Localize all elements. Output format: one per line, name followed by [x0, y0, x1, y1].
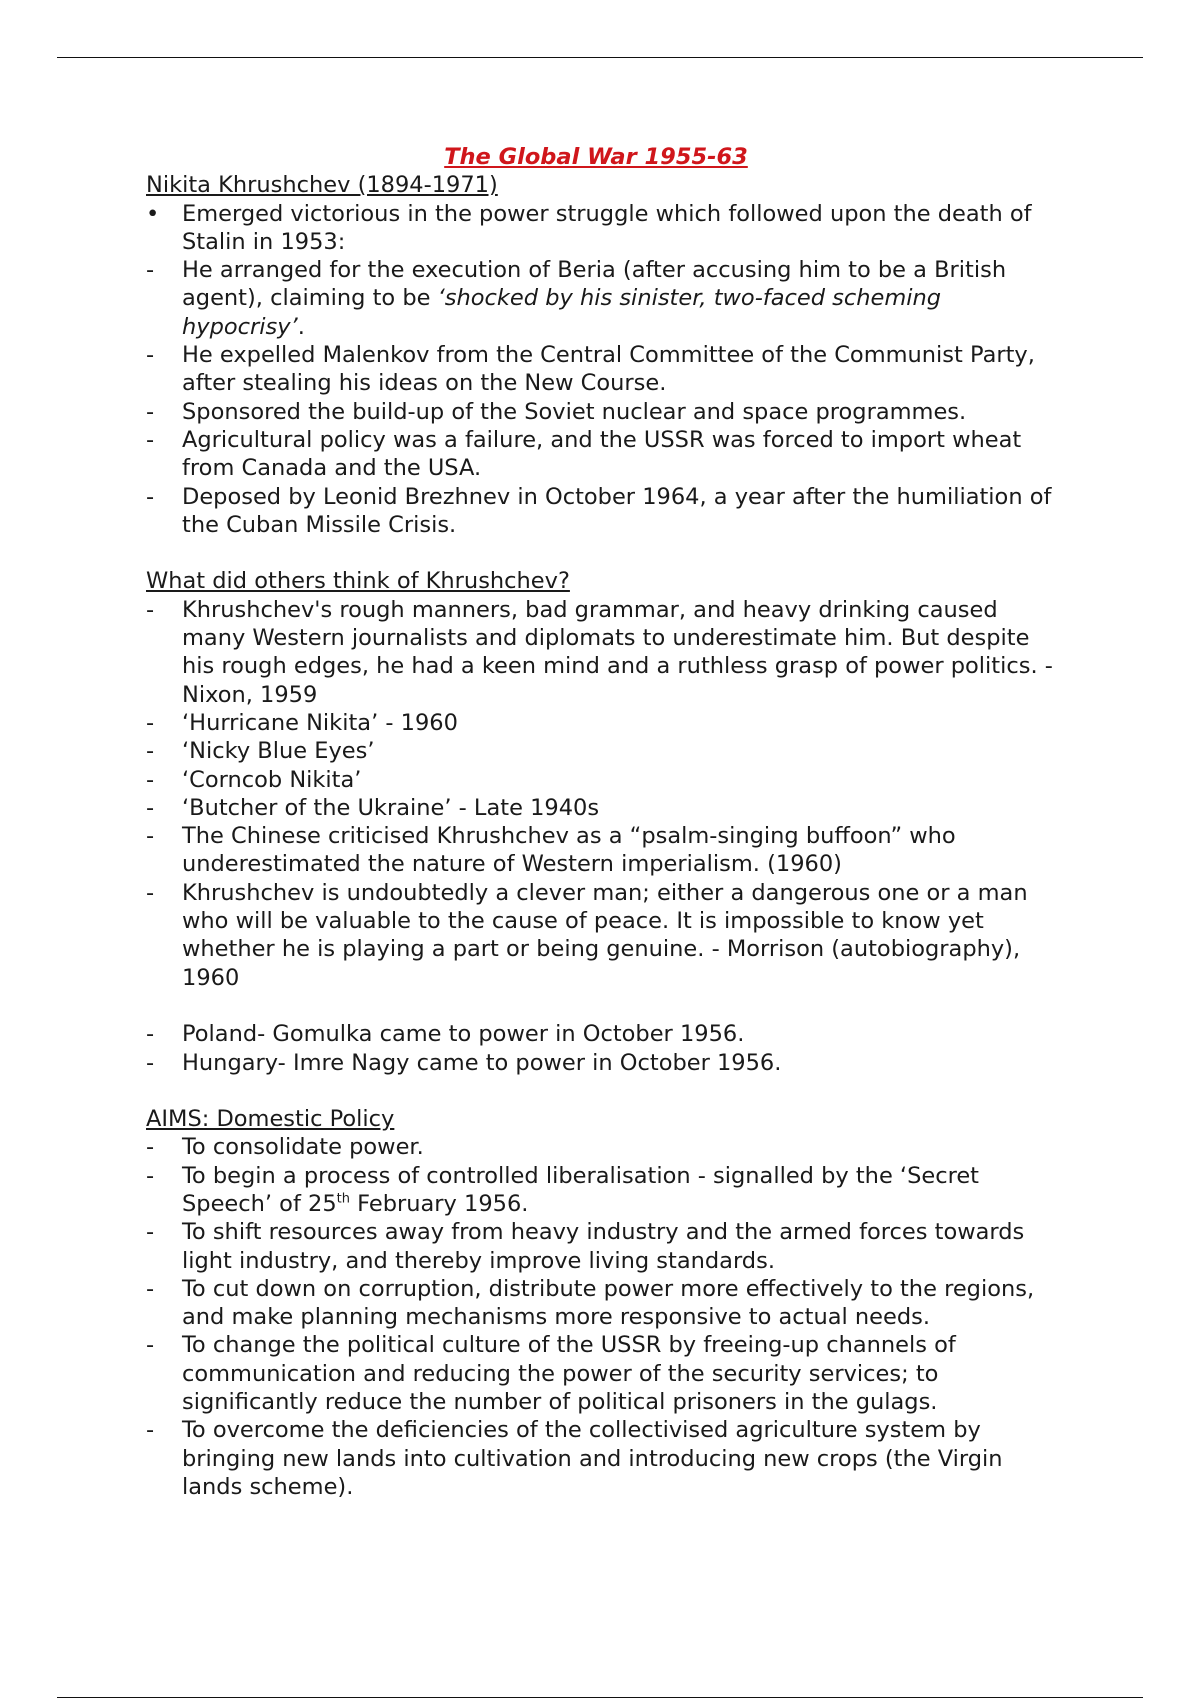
list-item-text: To shift resources away from heavy industry and the armed forces towards light industry, and thereby improve living standards. [182, 1219, 1025, 1274]
dash-marker: - [146, 596, 155, 623]
list-item-text: ‘Corncob Nikita’ [182, 766, 362, 793]
dash-marker: - [146, 1219, 155, 1246]
spacer [146, 992, 1066, 1020]
list-item-text: The Chinese criticised Khrushchev as a “psalm-singing buffoon” who underestimated the nature of Western imperialism. (1960) [182, 823, 956, 878]
dash-marker: - [146, 1162, 155, 1189]
list-item [146, 1049, 1066, 1077]
dash-marker: - [146, 766, 155, 793]
list-item-text: ‘Butcher of the Ukraine’ - Late 1940s [182, 794, 600, 821]
list-item-text: To begin a process of controlled liberalisation - signalled by the ‘Secret Speech’ of 25 [182, 1162, 980, 1217]
list-item-text: To cut down on corruption, distribute power more effectively to the regions, and make planning mechanisms more responsive to actual needs. [182, 1275, 1035, 1331]
dash-marker: - [146, 1049, 155, 1076]
dash-marker: - [146, 1417, 155, 1444]
list-item [146, 426, 1066, 483]
list-item-text: He arranged for the execution of Beria (after accusing him to be a British agent), claiming to be [182, 257, 1007, 312]
list-item [146, 1133, 1066, 1161]
aims-list [146, 1133, 1066, 1501]
header-rule [57, 57, 1143, 58]
section-heading-opinions: What did others think of Khrushchev? [146, 568, 570, 595]
dash-marker: - [146, 426, 155, 453]
dash-marker: - [146, 794, 155, 821]
list-item-text: He expelled Malenkov from the Central Committee of the Communist Party, after stealing his ideas on the New Course. [182, 342, 1035, 397]
dash-marker: - [146, 1134, 155, 1161]
list-item [146, 1275, 1066, 1332]
list-item [146, 766, 1066, 794]
list-item [146, 256, 1066, 341]
list-item-text: Hungary- Imre Nagy came to power in October 1956. [182, 1049, 782, 1076]
list-item-text: Khrushchev's rough manners, bad grammar, and heavy drinking caused many Western journalists and diplomats to underestimate him. But despite his rough edges, he had a keen mind and a ruthless grasp of power politics. - Nixon, 1959 [182, 596, 1053, 708]
document-body [146, 143, 1066, 1501]
spacer [146, 1077, 1066, 1105]
list-item [146, 341, 1066, 398]
dash-marker: - [146, 738, 155, 765]
list-item [146, 596, 1066, 709]
dash-marker: - [146, 879, 155, 906]
list-item-text: ‘Nicky Blue Eyes’ [182, 738, 375, 765]
page-title: The Global War 1955-63 [444, 144, 748, 170]
events-list [146, 1020, 1066, 1077]
list-item-text: Deposed by Leonid Brezhnev in October 1964, a year after the humiliation of the Cuban Missile Crisis. [182, 483, 1052, 538]
list-item-end: February 1956. [350, 1190, 529, 1217]
list-item-text: Emerged victorious in the power struggle which followed upon the death of Stalin in 1953: [182, 200, 1032, 255]
list-item [146, 1020, 1066, 1048]
dash-marker: - [146, 483, 155, 510]
list-item [146, 1218, 1066, 1275]
list-item [146, 794, 1066, 822]
list-item [146, 1162, 1066, 1219]
list-item [146, 398, 1066, 426]
list-item-text: Poland- Gomulka came to power in October 1956. [182, 1021, 745, 1048]
spacer [146, 539, 1066, 567]
dash-marker: - [146, 1332, 155, 1359]
list-item-text: Agricultural policy was a failure, and the USSR was forced to import wheat from Canada and the USA. [182, 426, 1022, 482]
dash-marker: - [146, 398, 155, 425]
khrushchev-list [146, 200, 1066, 540]
dash-marker: - [146, 342, 155, 369]
section-heading-aims: AIMS: Domestic Policy [146, 1106, 395, 1133]
list-item [146, 822, 1066, 879]
list-item [146, 879, 1066, 992]
list-item-end: . [297, 313, 305, 340]
list-item-text: ‘Hurricane Nikita’ - 1960 [182, 709, 458, 736]
dash-marker: - [146, 1275, 155, 1302]
bullet-marker: • [146, 200, 160, 227]
list-item [146, 1331, 1066, 1416]
list-item-text: To overcome the deficiencies of the collectivised agriculture system by bringing new lands into cultivation and introducing new crops (the Virgin lands scheme). [182, 1417, 1003, 1500]
list-item [146, 737, 1066, 765]
list-item-text: Sponsored the build-up of the Soviet nuclear and space programmes. [182, 398, 967, 425]
footer-rule [57, 1697, 1143, 1698]
quote-text: ‘shocked by his sinister, two-faced scheming hypocrisy’ [182, 285, 942, 340]
dash-marker: - [146, 1021, 155, 1048]
list-item-text: To consolidate power. [182, 1134, 424, 1161]
list-item [146, 1416, 1066, 1501]
section-heading-khrushchev: Nikita Khrushchev (1894-1971) [146, 172, 498, 199]
dash-marker: - [146, 709, 155, 736]
dash-marker: - [146, 823, 155, 850]
list-item-text: Khrushchev is undoubtedly a clever man; either a dangerous one or a man who will be valuable to the cause of peace. It is impossible to know yet whether he is playing a part or being genuine. - Morrison (autobiography), 1960 [182, 879, 1028, 991]
list-item [146, 483, 1066, 540]
ordinal-superscript: th [336, 1191, 350, 1207]
opinions-list [146, 596, 1066, 992]
dash-marker: - [146, 257, 155, 284]
list-item [146, 200, 1066, 257]
list-item [146, 709, 1066, 737]
list-item-text: To change the political culture of the USSR by freeing-up channels of communication and reducing the power of the security services; to significantly reduce the number of political prisoners in the gulags. [182, 1332, 956, 1416]
